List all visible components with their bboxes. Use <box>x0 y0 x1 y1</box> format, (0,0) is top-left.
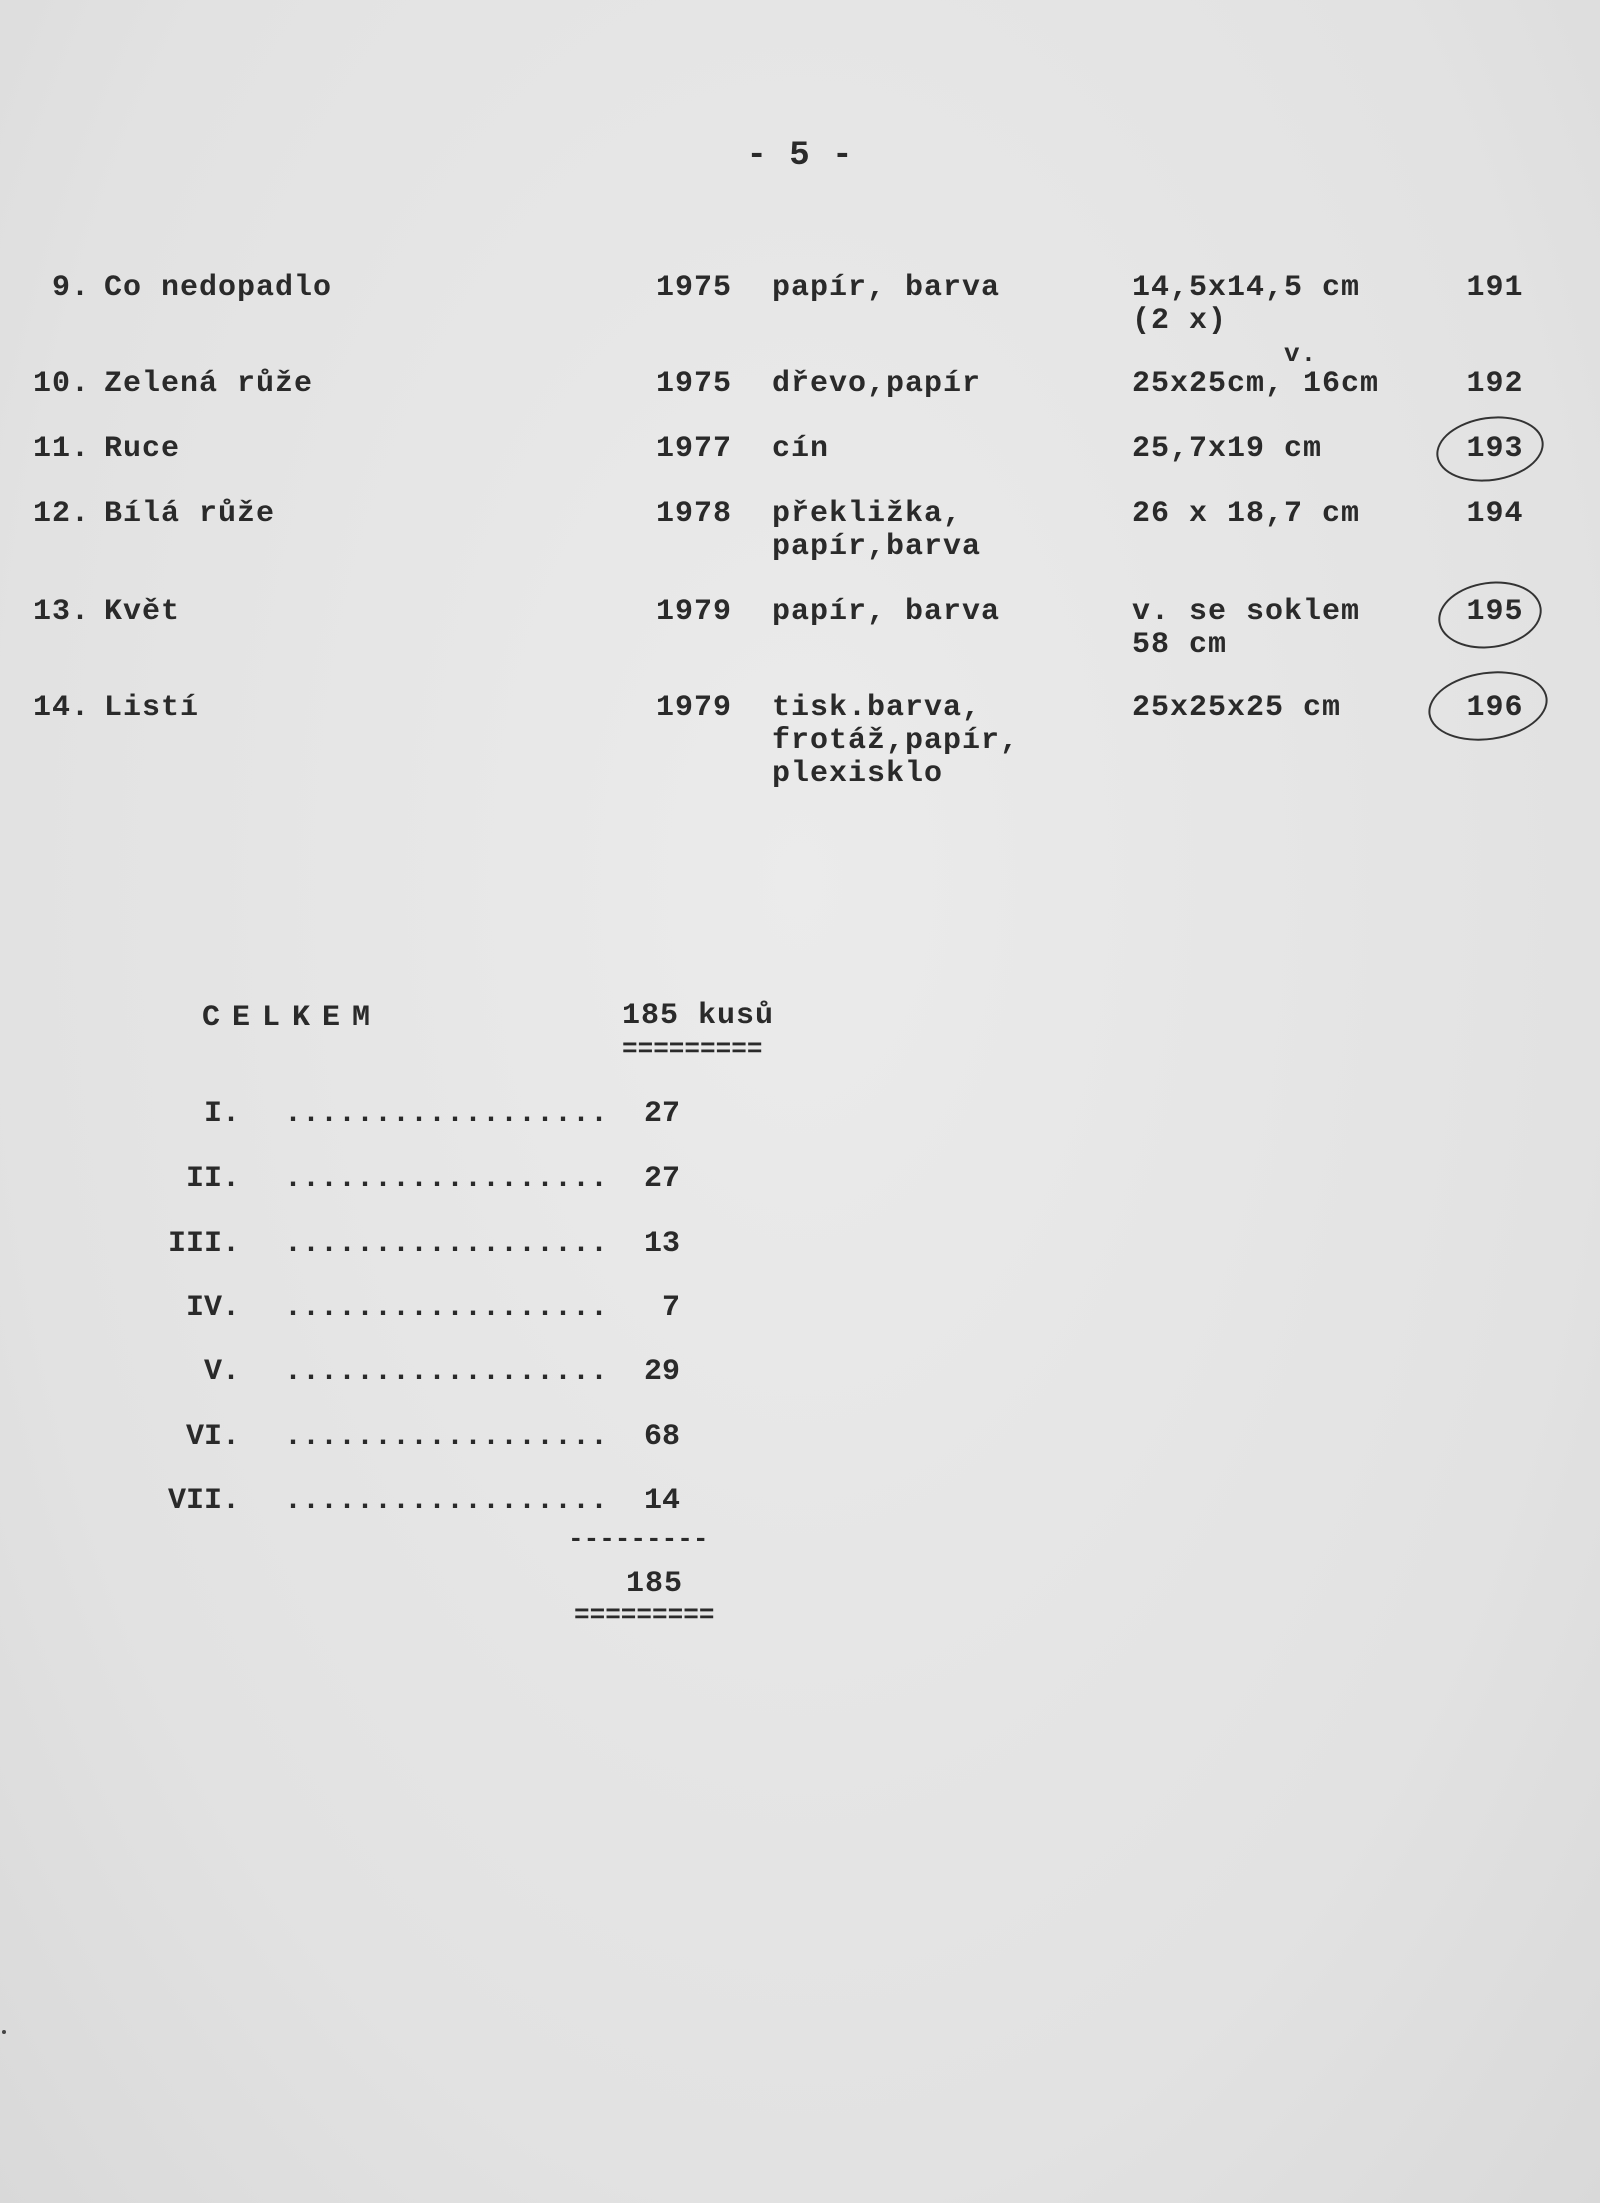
item-number: 11. <box>32 432 90 466</box>
dot-leader: .................. <box>284 1291 609 1325</box>
roman-label: II. <box>185 1162 240 1196</box>
item-dimensions-note: v. <box>1284 339 1318 369</box>
item-number: 9. <box>51 271 90 305</box>
item-year: 1977 <box>656 432 733 466</box>
item-inventory: 194 <box>1466 497 1524 531</box>
item-title: Ruce <box>104 432 181 466</box>
item-inventory: 192 <box>1466 367 1524 401</box>
breakdown-count: 13 <box>643 1227 680 1261</box>
item-dimensions: 14,5x14,5 cm (2 x) <box>1132 271 1361 338</box>
item-material: papír, barva <box>772 271 1001 305</box>
dot-leader: .................. <box>284 1355 609 1389</box>
item-dimensions: 25x25x25 cm <box>1132 691 1342 725</box>
item-number: 14. <box>32 691 90 725</box>
inventory-circle-mark <box>1424 664 1552 748</box>
item-dimensions: 25,7x19 cm <box>1132 432 1323 466</box>
item-title: Listí <box>104 691 200 725</box>
breakdown-count: 68 <box>643 1420 680 1454</box>
item-number: 10. <box>32 367 90 401</box>
item-title: Bílá růže <box>104 497 276 531</box>
breakdown-count: 14 <box>643 1484 680 1518</box>
item-inventory: 196 <box>1466 691 1524 725</box>
summary-sum-rule: ========= <box>574 1600 715 1630</box>
roman-label: VII. <box>167 1484 240 1518</box>
dot-leader: .................. <box>284 1484 609 1518</box>
roman-label: I. <box>203 1097 240 1131</box>
dot-leader: .................. <box>284 1227 609 1261</box>
item-inventory: 195 <box>1466 595 1524 629</box>
item-title: Květ <box>104 595 181 629</box>
breakdown-count: 27 <box>643 1162 680 1196</box>
item-year: 1979 <box>656 691 733 725</box>
roman-label: III. <box>167 1227 240 1261</box>
dot-leader: .................. <box>284 1097 609 1131</box>
page-number: - 5 - <box>746 137 854 175</box>
item-year: 1975 <box>656 271 733 305</box>
item-material: dřevo,papír <box>772 367 982 401</box>
breakdown-count: 27 <box>643 1097 680 1131</box>
breakdown-count: 29 <box>643 1355 680 1389</box>
roman-label: IV. <box>185 1291 240 1325</box>
item-inventory: 193 <box>1466 432 1524 466</box>
summary-label: CELKEM <box>202 1001 383 1035</box>
summary-sum: 185 <box>626 1567 684 1601</box>
item-material: překližka, papír,barva <box>772 497 982 564</box>
summary-double-rule: ========= <box>622 1034 763 1064</box>
inventory-circle-mark <box>1434 575 1546 655</box>
item-dimensions: 25x25cm, 16cm <box>1132 367 1380 401</box>
item-dimensions: 26 x 18,7 cm <box>1132 497 1361 531</box>
item-number: 13. <box>32 595 90 629</box>
item-year: 1979 <box>656 595 733 629</box>
summary-total: 185 kusů <box>622 999 775 1033</box>
summary-single-rule: --------- <box>568 1524 709 1554</box>
breakdown-count: 7 <box>661 1291 680 1325</box>
item-material: tisk.barva, frotáž,papír, plexisklo <box>772 691 1020 791</box>
roman-label: VI. <box>185 1420 240 1454</box>
item-title: Co nedopadlo <box>104 271 333 305</box>
item-material: papír, barva <box>772 595 1001 629</box>
item-dimensions: v. se soklem 58 cm <box>1132 595 1361 662</box>
roman-label: V. <box>203 1355 240 1389</box>
item-year: 1978 <box>656 497 733 531</box>
dot-leader: .................. <box>284 1420 609 1454</box>
item-title: Zelená růže <box>104 367 314 401</box>
paper-speck <box>2 2030 6 2034</box>
item-number: 12. <box>32 497 90 531</box>
item-material: cín <box>772 432 830 466</box>
item-inventory: 191 <box>1466 271 1524 305</box>
inventory-circle-mark <box>1432 410 1548 488</box>
dot-leader: .................. <box>284 1162 609 1196</box>
item-year: 1975 <box>656 367 733 401</box>
